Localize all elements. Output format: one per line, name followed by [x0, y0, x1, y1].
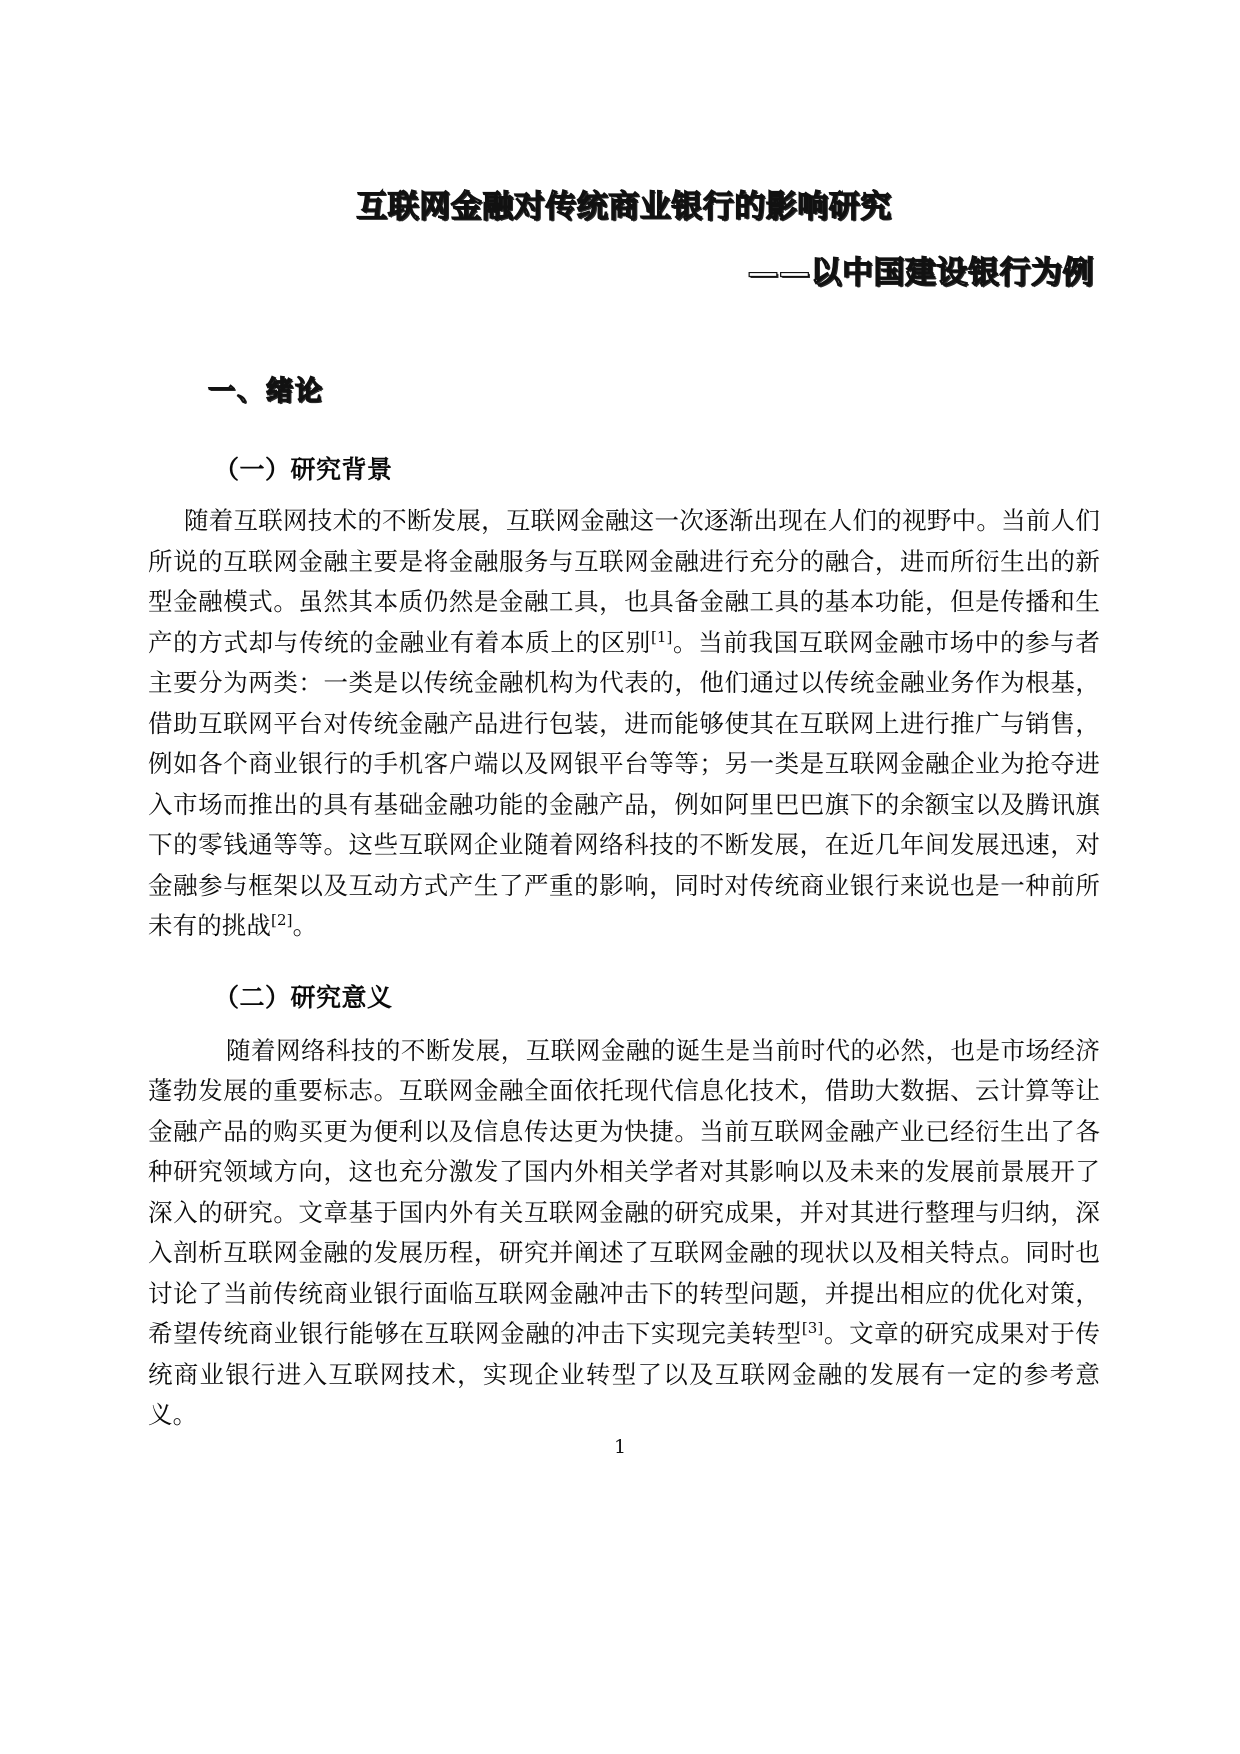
subsection-heading-research-significance: （二）研究意义	[214, 982, 393, 1012]
citation-marker-2: [2]	[271, 910, 293, 929]
paragraph-text-part-c: 。	[292, 911, 318, 940]
citation-marker-1: [1]	[650, 627, 673, 646]
paragraph-research-background	[148, 501, 1100, 947]
subsection-heading-research-background: （一）研究背景	[214, 455, 393, 484]
paragraph-research-significance	[148, 1031, 1100, 1436]
paragraph-text-part-a: 随着互联网技术的不断发展，互联网金融这一次逐渐出现在人们的视野中。当前人们所说的互联网金融主要是将金融服务与互联网金融进行充分的融合，进而所衍生出的新型金融模式。虽然其本质仍然是金融工具，也具备金融工具的基本功能，但是传播和生产的方式却与传统的金融业有着本质上的区别	[148, 506, 1100, 657]
paragraph-text-part-b: 。当前我国互联网金融市场中的参与者主要分为两类：一类是以传统金融机构为代表的，他们通过以传统金融业务作为根基，借助互联网平台对传统金融产品进行包装，进而能够使其在互联网上进行推广与销售，例如各个商业银行的手机客户端以及网银平台等等；另一类是互联网金融企业为抢夺进入市场而推出的具有基础金融功能的金融产品，例如阿里巴巴旗下的余额宝以及腾讯旗下的零钱通等等。这些互联网企业随着网络科技的不断发展，在近几年间发展迅速，对金融参与框架以及互动方式产生了严重的影响，同时对传统商业银行来说也是一种前所未有的挑战	[148, 627, 1100, 940]
chapter-heading: 一、绪论	[208, 376, 324, 407]
page-number: 1	[613, 1436, 627, 1458]
paragraph-text-part-a: 随着网络科技的不断发展，互联网金融的诞生是当前时代的必然，也是市场经济蓬勃发展的重要标志。互联网金融全面依托现代信息化技术，借助大数据、云计算等让金融产品的购买更为便利以及信息传达更为快捷。当前互联网金融产业已经衍生出了各种研究领域方向，这也充分激发了国内外相关学者对其影响以及未来的发展前景展开了深入的研究。文章基于国内外有关互联网金融的研究成果，并对其进行整理与归纳，深入剖析互联网金融的发展历程，研究并阐述了互联网金融的现状以及相关特点。同时也讨论了当前传统商业银行面临互联网金融冲击下的转型问题，并提出相应的优化对策，希望传统商业银行能够在互联网金融的冲击下实现完美转型	[148, 1035, 1100, 1348]
document-subtitle: ——以中国建设银行为例	[747, 255, 1094, 291]
document-title: 互联网金融对传统商业银行的影响研究	[356, 189, 892, 225]
paragraph-text-part-b: 。文章的研究成果对于传统商业银行进入互联网技术，实现企业转型了以及互联网金融的发展有一定的参考意义。	[148, 1319, 1100, 1429]
citation-marker-3: [3]	[801, 1318, 824, 1337]
page-content	[148, 185, 1100, 1436]
